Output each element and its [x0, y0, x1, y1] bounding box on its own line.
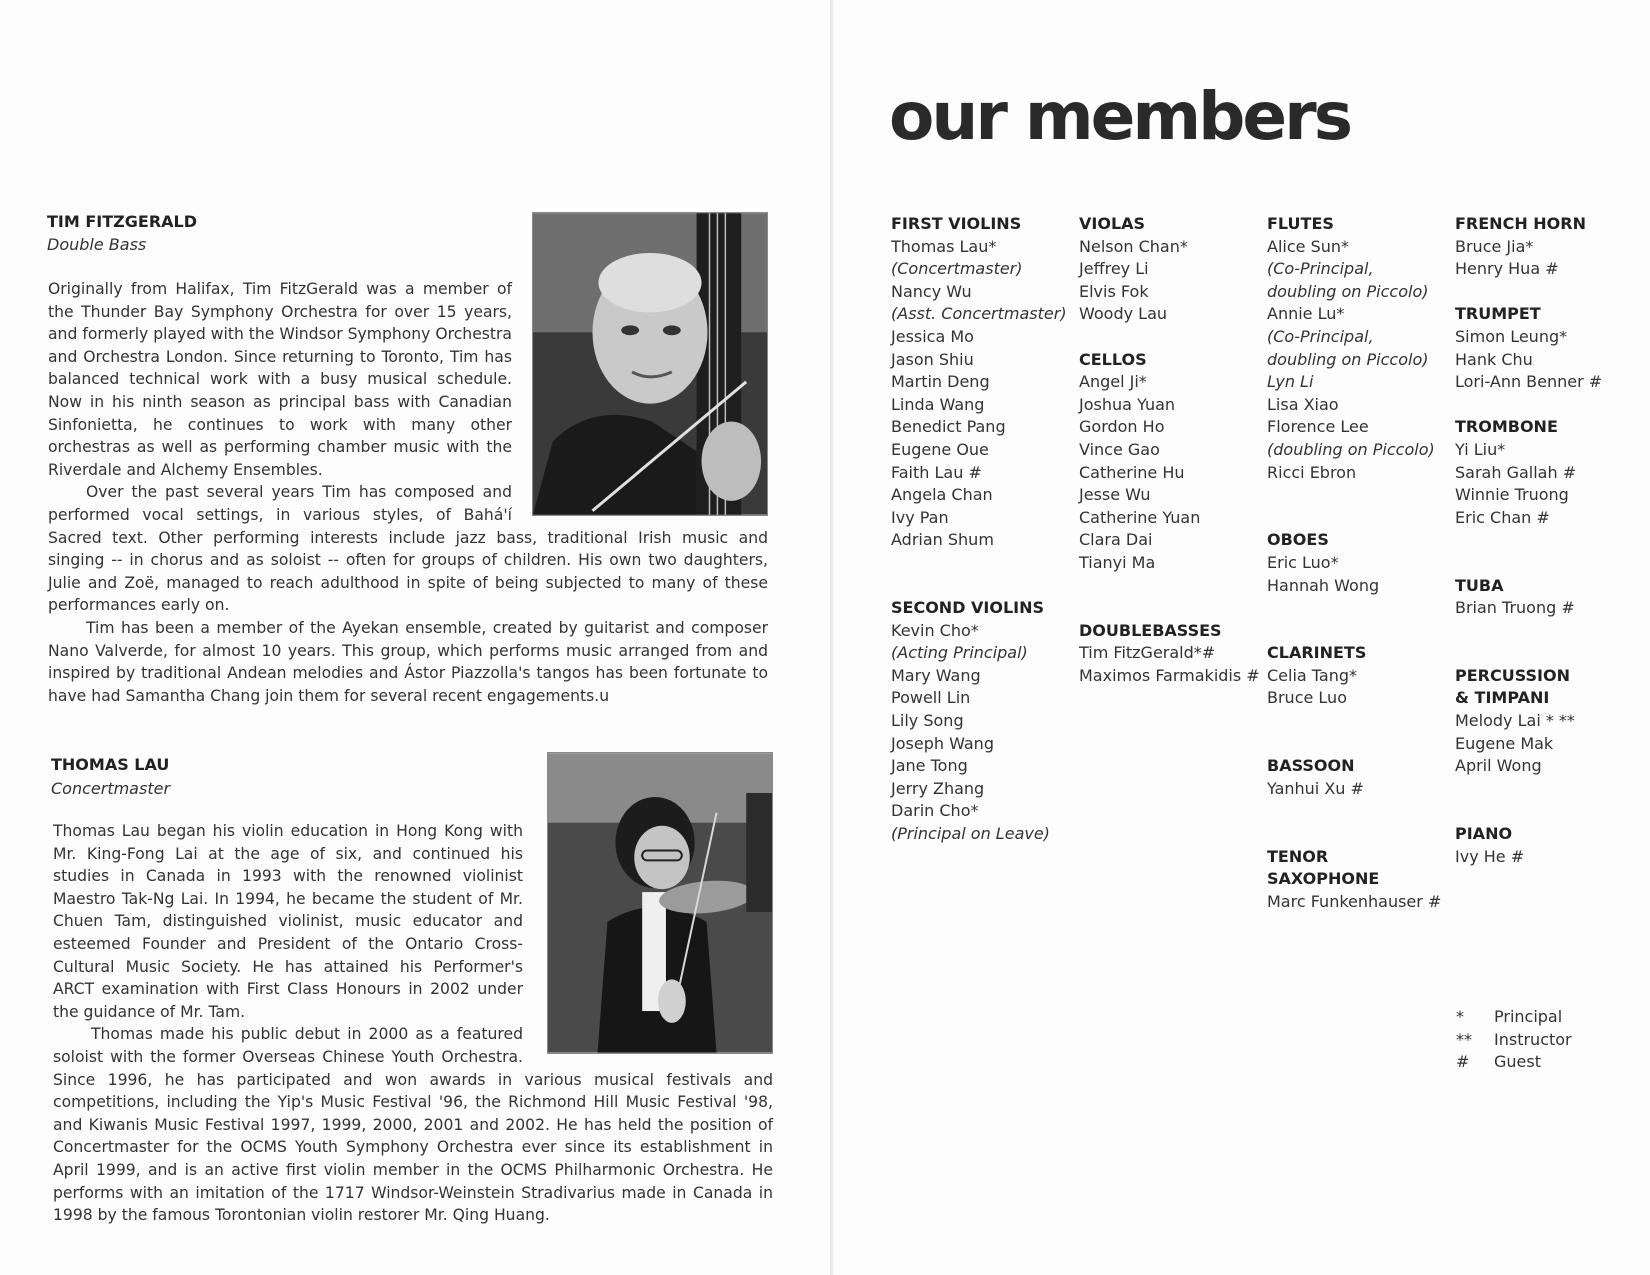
- member-name: Jesse Wu: [1079, 485, 1151, 505]
- member-name: Catherine Hu: [1079, 462, 1185, 482]
- members-column: [1455, 213, 1643, 868]
- section-spacer: [1455, 529, 1643, 552]
- member-name: Jerry Zhang: [891, 778, 985, 798]
- member-name: Celia Tang*: [1267, 665, 1358, 685]
- section-heading: TENOR SAXOPHONE: [1267, 846, 1380, 889]
- member-name: Woody Lau: [1079, 304, 1168, 324]
- member-name: Melody Lai * **: [1455, 711, 1575, 731]
- member-name: Ivy Pan: [891, 507, 949, 527]
- members-title: our members: [889, 78, 1351, 155]
- section-spacer: [1455, 552, 1643, 575]
- section-oboes: [1267, 529, 1455, 597]
- section-spacer: [1079, 575, 1267, 598]
- member-name: Jessica Mo: [891, 326, 974, 346]
- member-note: (doubling on Piccolo): [1267, 439, 1435, 459]
- member-name: Angela Chan: [891, 485, 993, 505]
- member-name: Nancy Wu: [891, 281, 972, 301]
- section-heading: TROMBONE: [1455, 417, 1558, 437]
- section-clarinets: [1267, 642, 1455, 710]
- legend-symbol: *: [1456, 1007, 1464, 1026]
- member-name: Bruce Luo: [1267, 688, 1347, 708]
- legend-row-principal: [1456, 1006, 1572, 1029]
- thomas-lau-photo: [547, 752, 773, 1054]
- section-heading: BASSOON: [1267, 756, 1355, 776]
- legend-label: Guest: [1494, 1052, 1541, 1072]
- section-percussion-timpani: [1455, 665, 1643, 778]
- section-spacer: [1455, 800, 1643, 823]
- member-name: Kevin Cho*: [891, 620, 979, 640]
- member-name: Ivy He #: [1455, 846, 1525, 866]
- section-spacer: [1267, 507, 1455, 530]
- member-note: (Asst. Concertmaster): [891, 304, 1067, 324]
- section-piano: [1455, 823, 1643, 868]
- member-name: Adrian Shum: [891, 530, 994, 550]
- section-spacer: [1267, 597, 1455, 620]
- member-name: Vince Gao: [1079, 439, 1160, 459]
- member-name: Clara Dai: [1079, 530, 1153, 550]
- bio-role-tim-fitzgerald: Double Bass: [47, 235, 147, 254]
- section-spacer: [1267, 710, 1455, 733]
- legend-label: Principal: [1494, 1007, 1563, 1026]
- section-trumpet: [1455, 303, 1643, 393]
- member-name: Maximos Farmakidis #: [1079, 665, 1260, 685]
- member-name: Benedict Pang: [891, 417, 1006, 437]
- legend-symbol: **: [1456, 1029, 1472, 1049]
- member-name: Eric Luo*: [1267, 552, 1339, 572]
- member-name: Tianyi Ma: [1079, 552, 1156, 572]
- section-heading: FRENCH HORN: [1455, 214, 1586, 233]
- bio-paragraph: Originally from Halifax, Tim FitzGerald was a member of the Thunder Bay Symphony Orchestra for over 15 years, and formerly played with the Windsor Symphony Orchestra and Orchestra London. Since returning to Toronto, Tim has balanced technical work with a busy musical schedule. Now in his ninth season as principal bass with Canadian Sinfonietta, he continues to work with many other orchestras as well as performing chamber music with the Riverdale and Alchemy Ensembles.: [48, 280, 512, 479]
- member-name: Lori-Ann Benner #: [1455, 372, 1603, 392]
- section-heading: FIRST VIOLINS: [891, 214, 1022, 233]
- member-name: Gordon Ho: [1079, 417, 1165, 437]
- section-heading: CELLOS: [1079, 349, 1147, 369]
- member-name: Darin Cho*: [891, 801, 979, 821]
- section-trombone: [1455, 416, 1643, 529]
- section-french-horn: [1455, 213, 1643, 281]
- section-heading: VIOLAS: [1079, 214, 1146, 233]
- section-heading: TUBA: [1455, 575, 1504, 595]
- section-spacer: [1455, 778, 1643, 801]
- section-second-violins: [891, 597, 1079, 846]
- member-name: Simon Leung*: [1455, 326, 1568, 346]
- section-bassoon: [1267, 755, 1455, 800]
- member-name: April Wong: [1455, 756, 1542, 776]
- member-note: doubling on Piccolo): [1267, 349, 1429, 369]
- member-name: Brian Truong #: [1455, 598, 1575, 618]
- section-spacer: [891, 552, 1079, 575]
- member-name: Lily Song: [891, 711, 964, 731]
- member-note: (Concertmaster): [891, 259, 1023, 279]
- member-name: Hannah Wong: [1267, 575, 1380, 595]
- member-name: Thomas Lau*: [891, 236, 997, 256]
- section-spacer: [1455, 394, 1643, 417]
- section-spacer: [1267, 823, 1455, 846]
- section-doublebasses: [1079, 620, 1267, 688]
- tim-fitzgerald-photo: [532, 212, 768, 516]
- member-note: doubling on Piccolo): [1267, 281, 1429, 301]
- legend-symbol: #: [1456, 1052, 1470, 1072]
- section-spacer: [1455, 281, 1643, 304]
- bio-paragraph: Thomas made his public debut in 2000 as a featured soloist with the former Overseas Chinese Youth Orchestra. Since 1996, he has participated and won awards in various musical festivals and competitions, including the Yip's Music Festival '96, the Richmond Hill Music Festival '98, and Kiwanis Music Festival 1997, 1999, 2000, 2001 and 2002. He has held the position of Concertmaster for the OCMS Youth Symphony Orchestra ever since its establishment in April 1999, and is an active first violin member in the OCMS Philharmonic Orchestra. He performs with an imitation of the 1717 Windsor-Weinstein Stradivarius made in Canada in 1998 by the famous Torontonian violin restorer Mr. Qing Huang.: [53, 1025, 773, 1225]
- member-name: Eugene Oue: [891, 439, 989, 459]
- section-heading: OBOES: [1267, 530, 1329, 550]
- member-name: Joshua Yuan: [1079, 394, 1176, 414]
- section-spacer: [1267, 800, 1455, 823]
- section-first-violins: [891, 213, 1079, 552]
- member-name: Lisa Xiao: [1267, 394, 1339, 414]
- members-column: [891, 213, 1079, 846]
- member-name: Henry Hua #: [1455, 259, 1559, 279]
- bio-text-tim-fitzgerald: [48, 278, 768, 707]
- member-name: Nelson Chan*: [1079, 236, 1188, 256]
- member-name: Ricci Ebron: [1267, 462, 1357, 482]
- member-name: Yanhui Xu #: [1267, 778, 1364, 798]
- section-spacer: [1267, 484, 1455, 507]
- member-name: Joseph Wang: [891, 733, 994, 753]
- member-name: Marc Funkenhauser #: [1267, 891, 1442, 911]
- section-spacer: [1455, 642, 1643, 665]
- member-name: Jason Shiu: [891, 349, 974, 369]
- bio-role-thomas-lau: Concertmaster: [51, 779, 171, 798]
- bio-name-tim-fitzgerald: TIM FITZGERALD: [47, 212, 197, 231]
- section-tenor-saxophone: [1267, 846, 1455, 914]
- section-spacer: [1267, 733, 1455, 756]
- member-note: (Acting Principal): [891, 643, 1028, 663]
- member-name: Mary Wang: [891, 665, 981, 685]
- member-name: Tim FitzGerald*#: [1079, 643, 1216, 663]
- member-name: Angel Ji*: [1079, 372, 1147, 392]
- member-name: Catherine Yuan: [1079, 507, 1201, 527]
- members-column: [1267, 213, 1455, 913]
- section-heading: PIANO: [1455, 824, 1513, 844]
- member-name: Martin Deng: [891, 372, 990, 392]
- members-legend: [1456, 1006, 1572, 1074]
- section-spacer: [1455, 620, 1643, 643]
- section-spacer: [891, 575, 1079, 598]
- legend-label: Instructor: [1494, 1029, 1572, 1049]
- member-name: Alice Sun*: [1267, 236, 1349, 256]
- section-spacer: [1079, 597, 1267, 620]
- member-note: (Co-Principal,: [1267, 326, 1374, 346]
- member-name: Bruce Jia*: [1455, 236, 1534, 256]
- legend-row-guest: [1456, 1051, 1572, 1074]
- member-name: Linda Wang: [891, 394, 985, 414]
- member-name: Florence Lee: [1267, 417, 1369, 437]
- section-cellos: [1079, 349, 1267, 575]
- bio-paragraph: Tim has been a member of the Ayekan ensemble, created by guitarist and composer Nano Valverde, for almost 10 years. This group, which performs music arranged from and inspired by traditional Andean melodies and Ástor Piazzolla's tangos has been fortunate to have had Samantha Chang join them for several recent engagements.u: [48, 618, 768, 705]
- member-note: (Principal on Leave): [891, 824, 1050, 844]
- bio-text-thomas-lau: [53, 820, 773, 1227]
- section-tuba: [1455, 575, 1643, 620]
- member-name: Winnie Truong: [1455, 485, 1569, 505]
- member-name: Jeffrey Li: [1079, 259, 1149, 279]
- member-name: Jane Tong: [891, 756, 968, 776]
- member-name: Eric Chan #: [1455, 507, 1550, 527]
- member-note: Lyn Li: [1267, 372, 1314, 392]
- section-heading: SECOND VIOLINS: [891, 598, 1045, 618]
- member-name: Annie Lu*: [1267, 304, 1345, 324]
- bio-paragraph: Thomas Lau began his violin education in Hong Kong with Mr. King-Fong Lai at the age of six, and continued his studies in Canada in 1993 with the renowned violinist Maestro Tak-Ng Lai. In 1994, he became the student of Mr. Chuen Tam, distinguished violinist, music educator and esteemed Founder and President of the Ontario Cross-Cultural Music Society. He has attained his Performer's ARCT examination with First Class Honours in 2002 under the guidance of Mr. Tam.: [53, 822, 523, 1021]
- member-note: (Co-Principal,: [1267, 259, 1374, 279]
- member-name: Yi Liu*: [1455, 439, 1506, 459]
- bio-paragraph: Over the past several years Tim has composed and performed vocal settings, in various styles, of Bahá'í Sacred text. Other performing interests include jazz bass, traditional Irish music and singing -- in chorus and as soloist -- often for groups of children. His own two daughters, Julie and Zoë, managed to reach adulthood in spite of being subjected to many of these performances early on.: [48, 483, 768, 615]
- section-flutes: [1267, 213, 1455, 484]
- member-name: Sarah Gallah #: [1455, 462, 1577, 482]
- section-heading: FLUTES: [1267, 214, 1334, 233]
- member-name: Hank Chu: [1455, 349, 1533, 369]
- section-heading: PERCUSSION & TIMPANI: [1455, 665, 1570, 708]
- section-violas: [1079, 213, 1267, 326]
- member-name: Elvis Fok: [1079, 281, 1149, 301]
- section-heading: CLARINETS: [1267, 643, 1367, 663]
- section-spacer: [1267, 620, 1455, 643]
- section-spacer: [1079, 326, 1267, 349]
- bio-name-thomas-lau: THOMAS LAU: [51, 755, 170, 774]
- legend-row-instructor: [1456, 1029, 1572, 1052]
- member-name: Faith Lau #: [891, 462, 982, 482]
- members-column: [1079, 213, 1267, 687]
- section-heading: DOUBLEBASSES: [1079, 620, 1222, 640]
- member-name: Eugene Mak: [1455, 733, 1554, 753]
- section-heading: TRUMPET: [1455, 304, 1541, 324]
- member-name: Powell Lin: [891, 688, 971, 708]
